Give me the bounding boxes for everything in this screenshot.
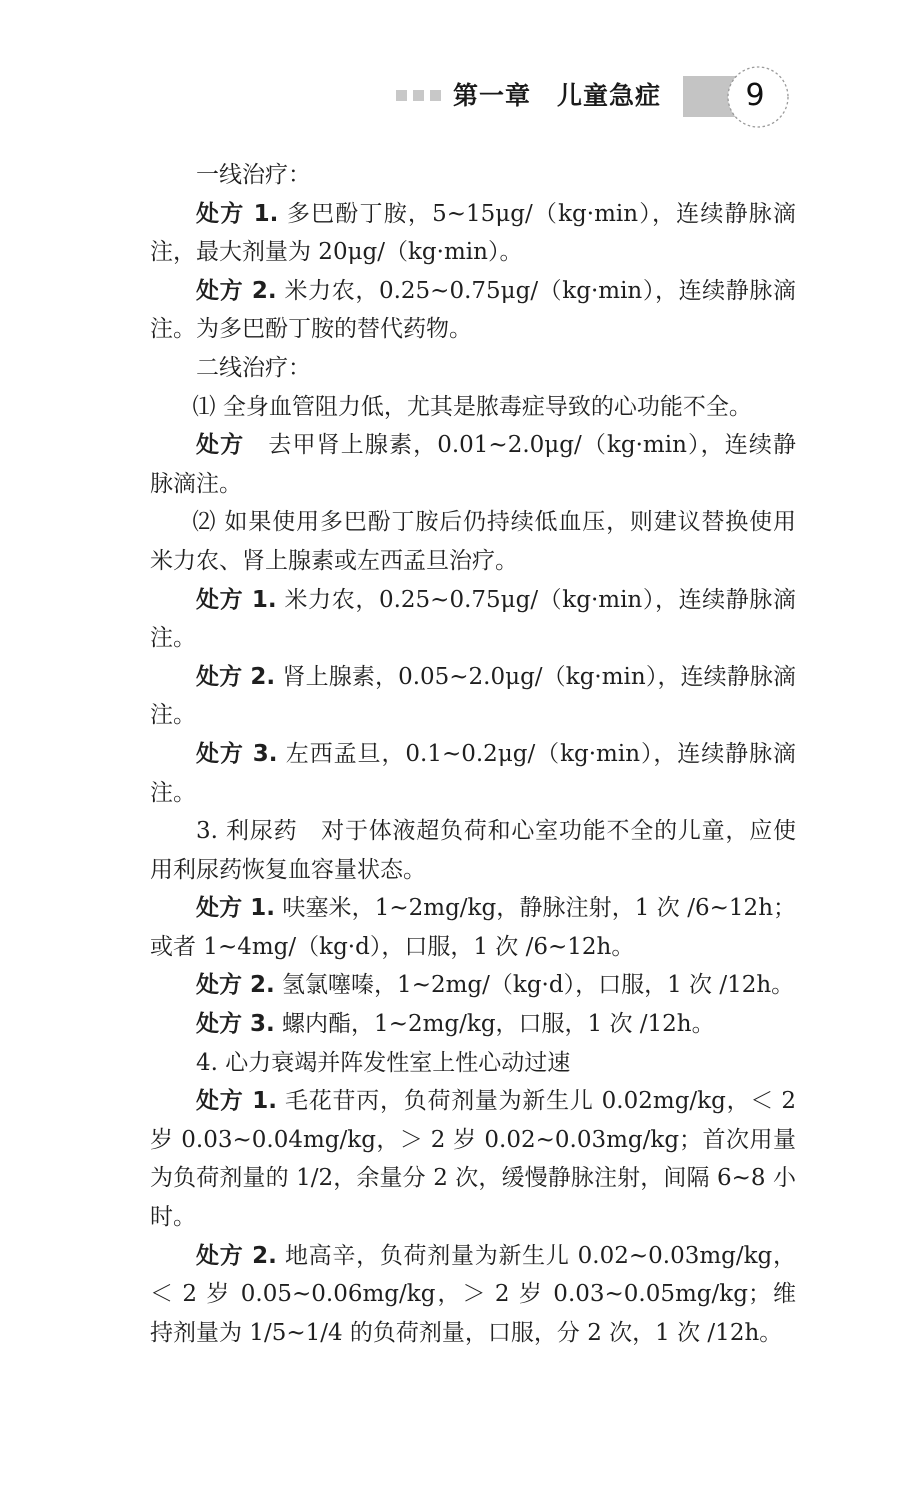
paragraph [150,388,796,427]
prescription-label: 处方 2. [196,1242,277,1269]
paragraph-text: 3. 利尿药 对于体液超负荷和心室功能不全的儿童，应使用利尿药恢复血容量状态。 [150,818,796,883]
paragraph [150,349,796,388]
section-paragraph [150,812,796,889]
prescription-label: 处方 3. [196,740,278,767]
paragraph-text: 左西孟旦，0.1~0.2μg/（kg·min），连续静脉滴注。 [150,740,797,806]
paragraph-text: 毛花苷丙，负荷剂量为新生儿 0.02mg/kg，＜ 2 岁 0.03~0.04mg/kg，＞ 2 岁 0.02~0.03mg/kg；首次用量为负荷剂量的 1/2，余量分 2 次，缓慢静脉注射，间隔 6~8 小时。 [150,1088,796,1231]
prescription-label: 处方 1. [196,895,275,922]
body-text [150,156,796,1352]
prescription-paragraph [150,889,796,966]
square-2 [413,90,424,101]
prescription-paragraph [150,272,796,349]
paragraph-text: 氢氯噻嗪，1~2mg/（kg·d），口服，1 次 /12h。 [274,972,795,999]
paragraph-text: 4. 心力衰竭并阵发性室上性心动过速 [196,1049,571,1076]
paragraph-text: 一线治疗： [196,162,311,188]
section-paragraph [150,1044,796,1083]
prescription-paragraph [150,1005,796,1044]
prescription-paragraph [150,1082,796,1236]
paragraph-text: 多巴酚丁胺，5~15μg/（kg·min），连续静脉滴注，最大剂量为 20μg/（kg·min）。 [150,200,797,266]
paragraph-text: ⑵ 如果使用多巴酚丁胺后仍持续低血压，则建议替换使用米力农、肾上腺素或左西孟旦治疗。 [150,509,796,574]
paragraph-text: 螺内酯，1~2mg/kg，口服，1 次 /12h。 [274,1011,715,1038]
prescription-label: 处方 1. [196,586,277,613]
prescription-label: 处方 2. [196,277,277,304]
prescription-paragraph [150,966,796,1005]
prescription-label: 处方 2. [196,663,276,690]
prescription-label: 处方 1. [196,1088,277,1115]
paragraph-text: ⑴ 全身血管阻力低，尤其是脓毒症导致的心功能不全。 [192,393,752,420]
paragraph-text: 去甲肾上腺素，0.01~2.0μg/（kg·min），连续静脉滴注。 [150,432,796,497]
prescription-paragraph [150,426,796,503]
paragraph-text: 地高辛，负荷剂量为新生儿 0.02~0.03mg/kg，＜ 2 岁 0.05~0.06mg/kg，＞ 2 岁 0.03~0.05mg/kg；维持剂量为 1/5~1/4 的负荷剂量，口服，分 2 次，1 次 /12h。 [150,1242,796,1346]
prescription-paragraph [150,195,796,272]
paragraph [150,156,796,195]
prescription-paragraph [150,658,796,735]
square-3 [430,90,441,101]
page-header [0,0,900,140]
square-1 [396,90,407,101]
paragraph [150,503,796,580]
chapter-title: 第一章 儿童急症 [453,81,662,110]
prescription-paragraph [150,1237,796,1353]
decorative-squares [396,90,441,101]
paragraph-text: 米力农，0.25~0.75μg/（kg·min），连续静脉滴注。为多巴酚丁胺的替代药物。 [150,277,797,343]
paragraph-text: 呋塞米，1~2mg/kg，静脉注射，1 次 /6~12h；或者 1~4mg/（kg·d），口服，1 次 /6~12h。 [150,895,797,960]
prescription-label: 处方 1. [196,200,279,227]
prescription-paragraph [150,581,796,658]
prescription-label: 处方 [196,432,245,459]
prescription-label: 处方 3. [196,1011,275,1038]
paragraph-text: 肾上腺素，0.05~2.0μg/（kg·min），连续静脉滴注。 [150,663,797,729]
paragraph-text: 二线治疗： [196,354,311,381]
paragraph-text: 米力农，0.25~0.75μg/（kg·min），连续静脉滴注。 [150,586,797,652]
prescription-label: 处方 2. [196,972,275,999]
prescription-paragraph [150,735,796,812]
page-number: 9 [745,78,765,113]
